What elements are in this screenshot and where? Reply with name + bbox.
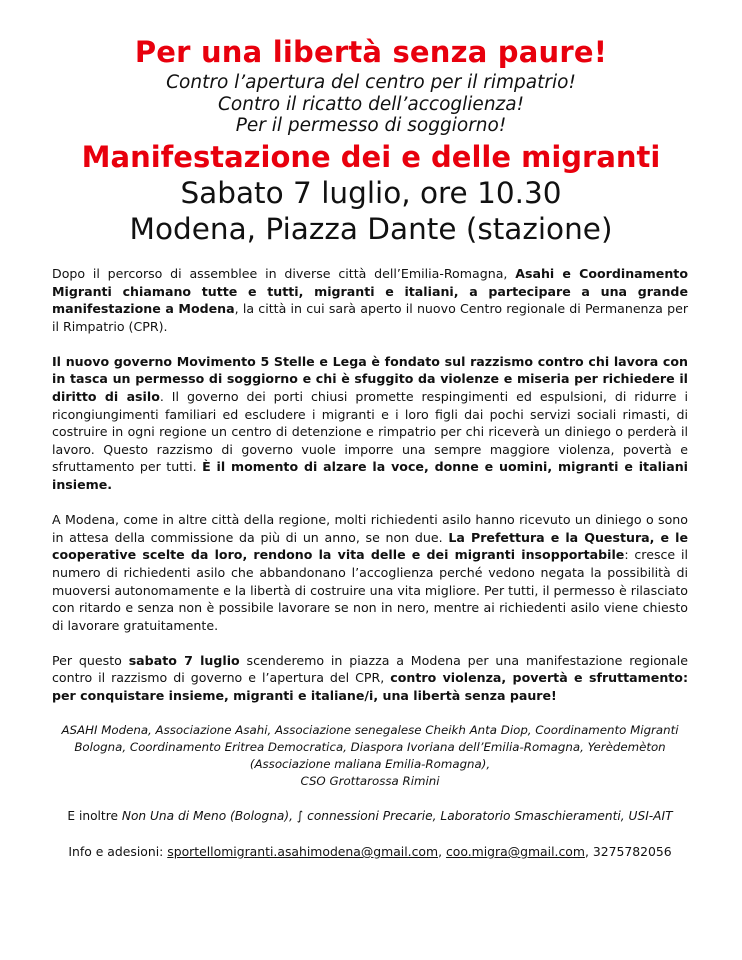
subtitle-line: Contro il ricatto dell’accoglienza! [217, 93, 525, 115]
separator: , [584, 844, 593, 860]
bold-text: contro violenza, povertà e sfruttamento: per conquistare insieme, migranti e italiane/i, una libertà senza paure! [52, 670, 688, 703]
email-link-coo-migra[interactable]: coo.migra@gmail.com [445, 844, 585, 860]
text: , la città in cui sarà aperto il nuovo Centro regionale di Permanenza per il Rimpatrio (CPR). [52, 301, 689, 334]
additional-supporters [52, 808, 688, 825]
email-link-sportello[interactable]: sportellomigranti.asahimodena@gmail.com [167, 844, 439, 860]
event-date: Sabato 7 luglio, ore 10.30 [180, 175, 562, 210]
text: Per questo [52, 652, 129, 668]
subtitle-block [0, 72, 742, 137]
event-place: Modena, Piazza Dante (stazione) [129, 211, 613, 246]
signers-line: (Associazione maliana Emilia-Romagna), [249, 757, 491, 772]
paragraph-call [52, 652, 688, 705]
signers-list [52, 722, 688, 790]
text: Dopo il percorso di assemblee in diverse città dell’Emilia-Romagna, [52, 266, 516, 281]
supporters-prefix: E inoltre [67, 809, 122, 824]
bold-text: Il nuovo governo Movimento 5 Stelle e Lega è fondato sul razzismo contro chi lavora con in tasca un permesso di soggiorno e chi è sfuggito da violenze e miseria per richiedere il diritto di asilo [52, 353, 688, 405]
text: A Modena, come in altre città della regione, molti richiedenti asilo hanno ricevuto un diniego o sono in attesa della commissione da più di un anno, se non due. [52, 512, 688, 545]
paragraph-intro [52, 265, 688, 335]
flyer-body [52, 265, 688, 860]
supporters-orgs: Non Una di Meno (Bologna), ∫ connessioni Precarie, Laboratorio Smaschieramenti, USI-AIT [121, 809, 673, 824]
event-heading: Manifestazione dei e delle migranti [81, 139, 661, 174]
bold-text: La Prefettura e la Questura, e le cooperative scelte da loro, rendono la vita delle e dei migranti insopportabile [52, 529, 688, 563]
phone-number: 3275782056 [592, 844, 672, 860]
flyer-header [0, 34, 742, 247]
separator: , [438, 844, 446, 860]
bold-text: Asahi e Coordinamento Migranti chiamano tutte e tutti, migranti e italiani, a partecipare a una grande manifestazione a Modena [52, 266, 688, 317]
signers-line: Bologna, Coordinamento Eritrea Democratica, Diaspora Ivoriana dell’Emilia-Romagna, Yerèdemèton [74, 740, 666, 755]
signers-line: CSO Grottarossa Rimini [300, 774, 440, 789]
text: scenderemo in piazza a Modena per una manifestazione regionale contro il razzismo di governo e l’apertura del CPR, [52, 652, 688, 686]
main-title: Per una libertà senza paure! [134, 35, 608, 69]
text: . Il governo dei porti chiusi promette respingimenti ed espulsioni, di ridurre i ricongiungimenti familiari ed escludere i migranti e i loro figli dai pochi servizi sociali rimasti, di costruire in ogni regione un centro di detenzione e rimpatrio per chi riceverà un diniego o perderà il lavoro. Questo razzismo di governo vuole imporre una sempre maggiore violenza, povertà e sfruttamento per tutti. [52, 389, 688, 475]
signers-line: ASAHI Modena, Associazione Asahi, Associazione senegalese Cheikh Anta Diop, Coordinamento Migranti [61, 723, 679, 738]
contact-label: Info e adesioni: [68, 844, 168, 860]
subtitle-line: Contro l’apertura del centro per il rimpatrio! [166, 72, 576, 93]
text: : cresce il numero di richiedenti asilo che abbandonano l’accoglienza perché vedono negata la possibilità di muoversi autonomamente e la libertà di costruire una vita migliore. Per tutti, il permesso è rilasciato con ritardo e senza non è possibile lavorare se non in nero, mentre ai richiedenti asilo viene chiesto di lavorare gratuitamente. [52, 547, 688, 633]
bold-text: È il momento di alzare la voce, donne e uomini, migranti e italiani insieme. [52, 459, 688, 493]
paragraph-modena [52, 511, 688, 634]
bold-text: sabato 7 luglio [128, 652, 240, 668]
subtitle-line: Per il permesso di soggiorno! [235, 115, 507, 136]
contact-info [52, 843, 688, 860]
paragraph-government [52, 353, 688, 494]
